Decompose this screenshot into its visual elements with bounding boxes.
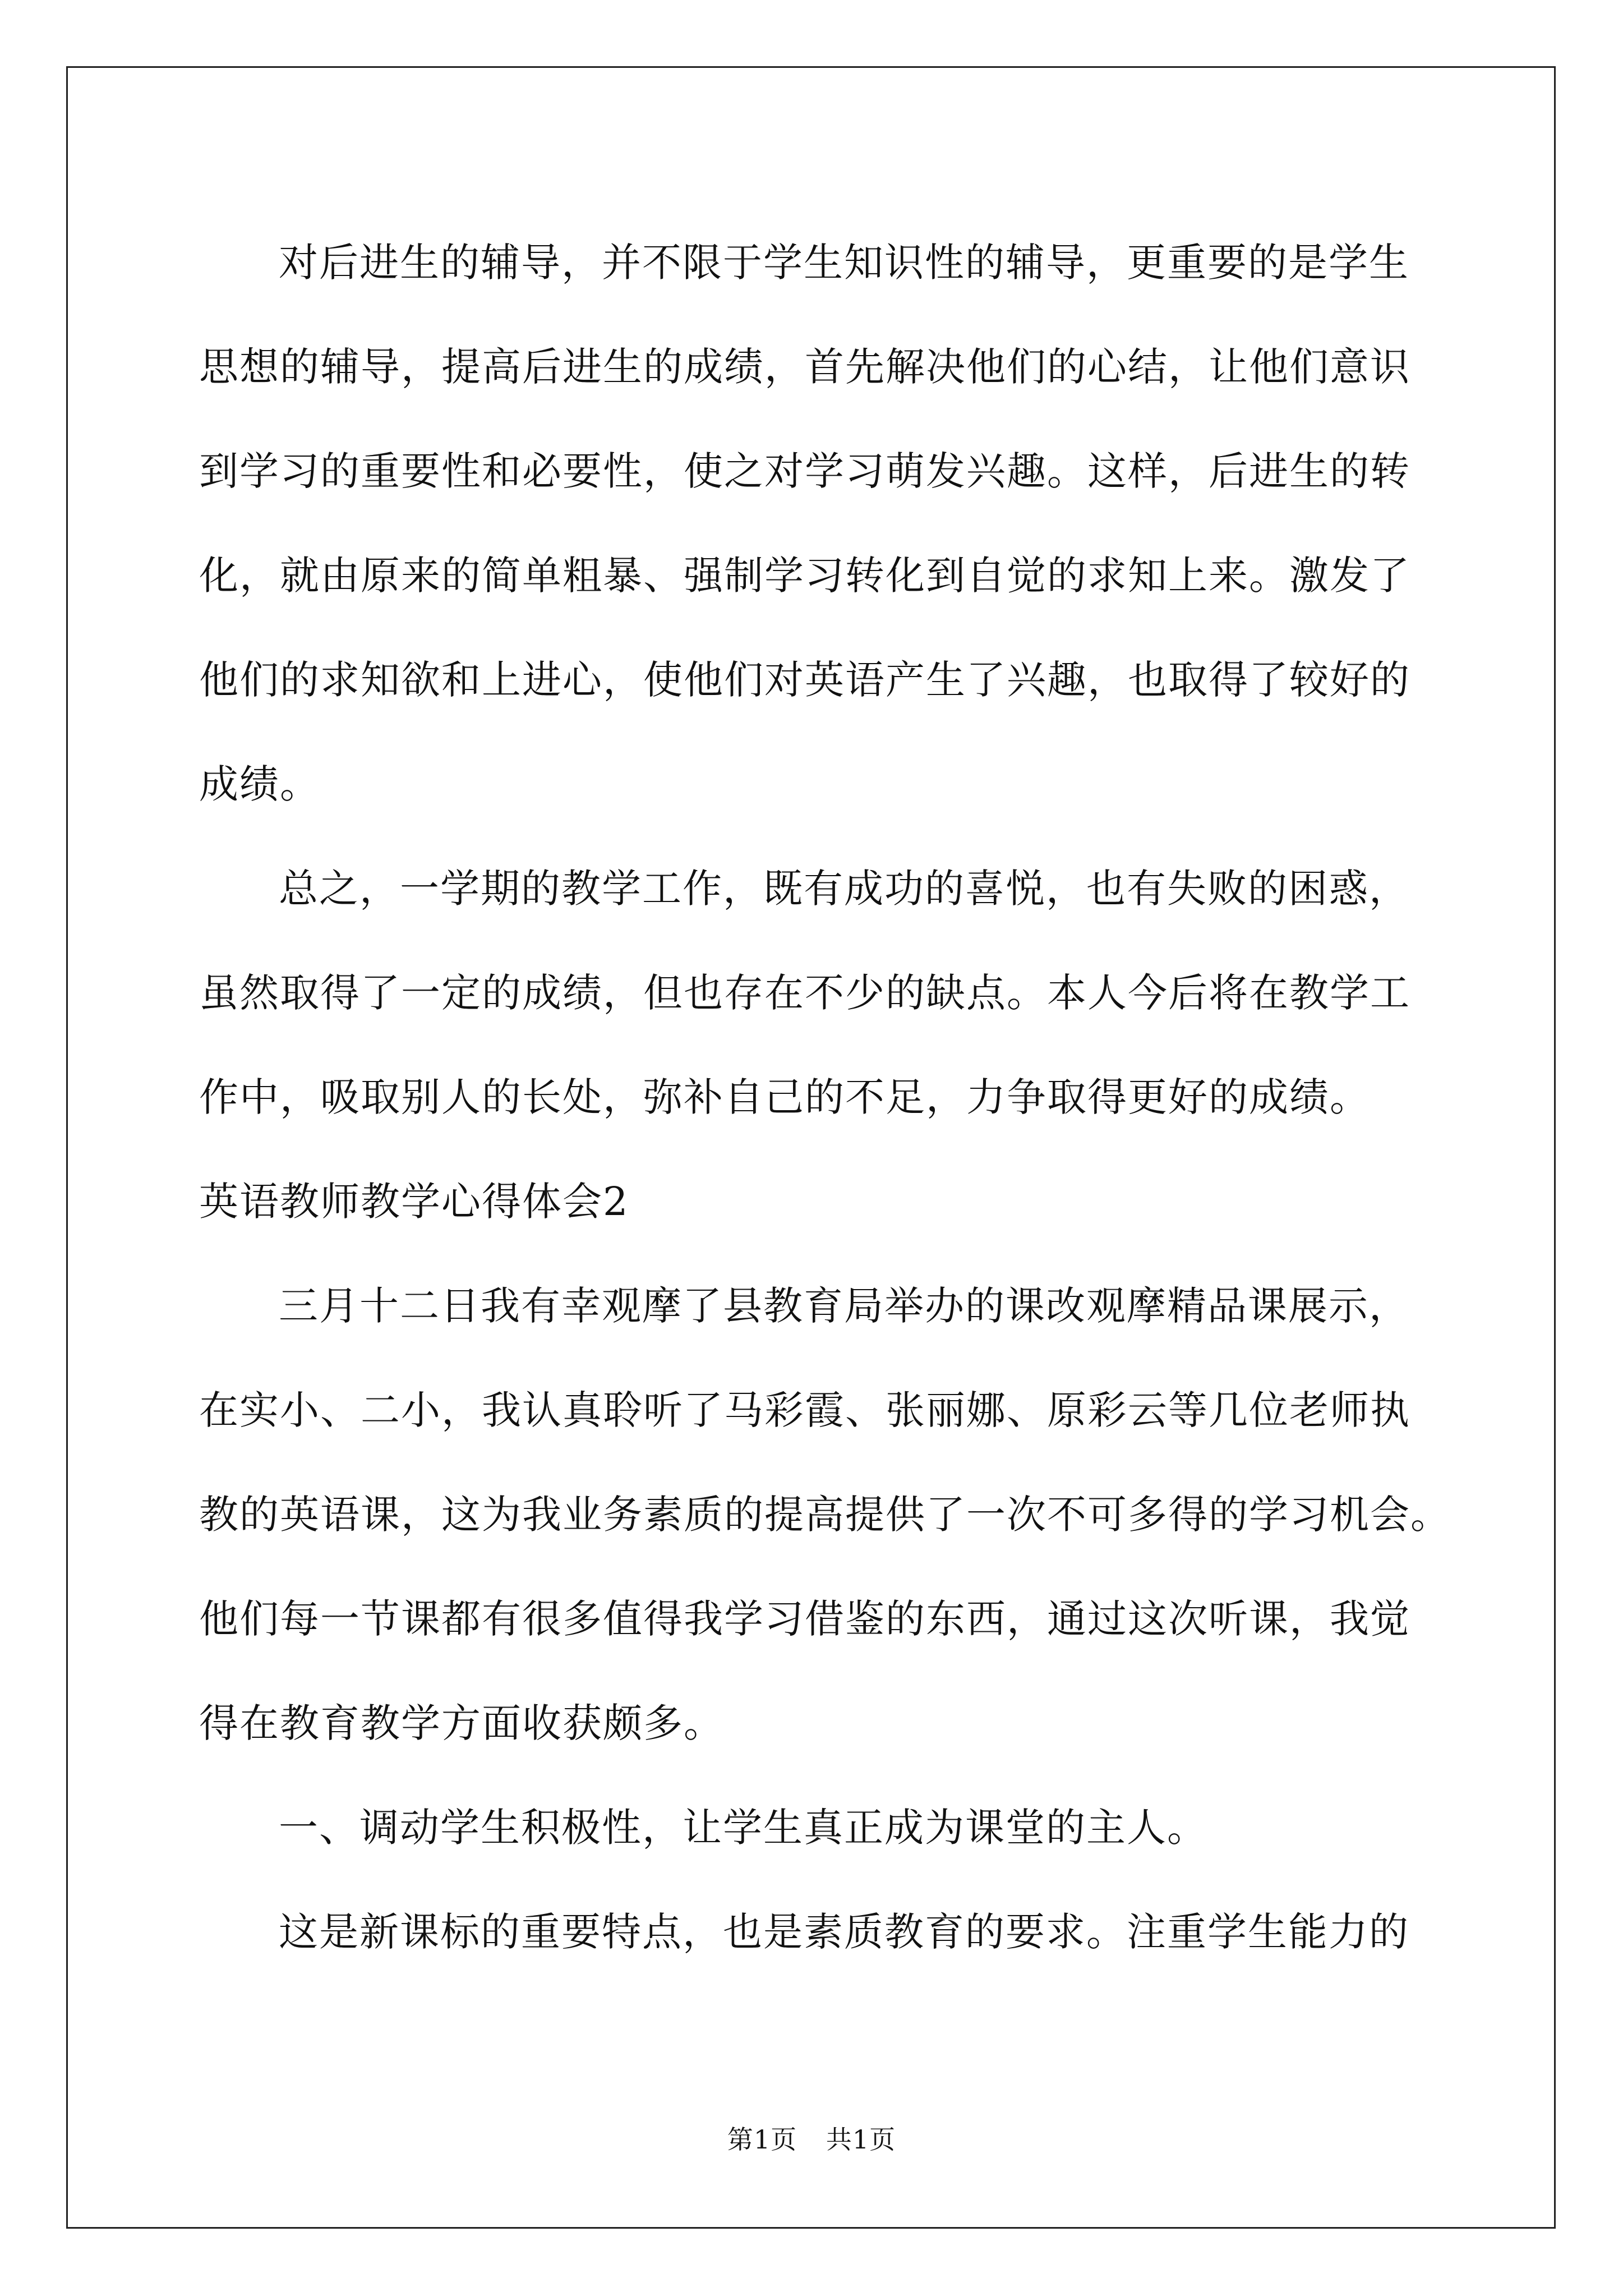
text-line: 到学习的重要性和必要性，使之对学习萌发兴趣。这样，后进生的转 <box>199 448 1410 494</box>
text-line: 这是新课标的重要特点，也是素质教育的要求。注重学生能力的 <box>279 1909 1409 1955</box>
page-number: 第1页 <box>727 2124 797 2155</box>
page-footer <box>0 2119 1623 2156</box>
page-total: 共1页 <box>826 2124 896 2155</box>
text-line: 思想的辅导，提高后进生的成绩，首先解决他们的心结，让他们意识 <box>199 344 1410 390</box>
text-line: 在实小、二小，我认真聆听了马彩霞、张丽娜、原彩云等几位老师执 <box>199 1387 1410 1433</box>
document-body <box>199 210 1451 1984</box>
text-line: 对后进生的辅导，并不限于学生知识性的辅导，更重要的是学生 <box>279 240 1409 286</box>
text-line: 虽然取得了一定的成绩，但也存在不少的缺点。本人今后将在教学工 <box>199 970 1410 1016</box>
text-line: 作中，吸取别人的长处，弥补自己的不足，力争取得更好的成绩。 <box>199 1074 1370 1120</box>
text-line: 总之，一学期的教学工作，既有成功的喜悦，也有失败的困惑， <box>279 866 1409 912</box>
section-heading: 英语教师教学心得体会2 <box>199 1179 629 1225</box>
text-line: 三月十二日我有幸观摩了县教育局举办的课改观摩精品课展示， <box>279 1283 1409 1329</box>
text-line: 化，就由原来的简单粗暴、强制学习转化到自觉的求知上来。激发了 <box>199 553 1410 599</box>
text-line: 一、调动学生积极性，让学生真正成为课堂的主人。 <box>279 1805 1207 1851</box>
text-line: 他们每一节课都有很多值得我学习借鉴的东西，通过这次听课，我觉 <box>199 1596 1410 1642</box>
text-line: 成绩。 <box>199 761 320 807</box>
text-line: 教的英语课，这为我业务素质的提高提供了一次不可多得的学习机会。 <box>199 1492 1451 1538</box>
text-line: 得在教育教学方面收获颇多。 <box>199 1700 724 1746</box>
text-line: 他们的求知欲和上进心，使他们对英语产生了兴趣，也取得了较好的 <box>199 657 1410 703</box>
